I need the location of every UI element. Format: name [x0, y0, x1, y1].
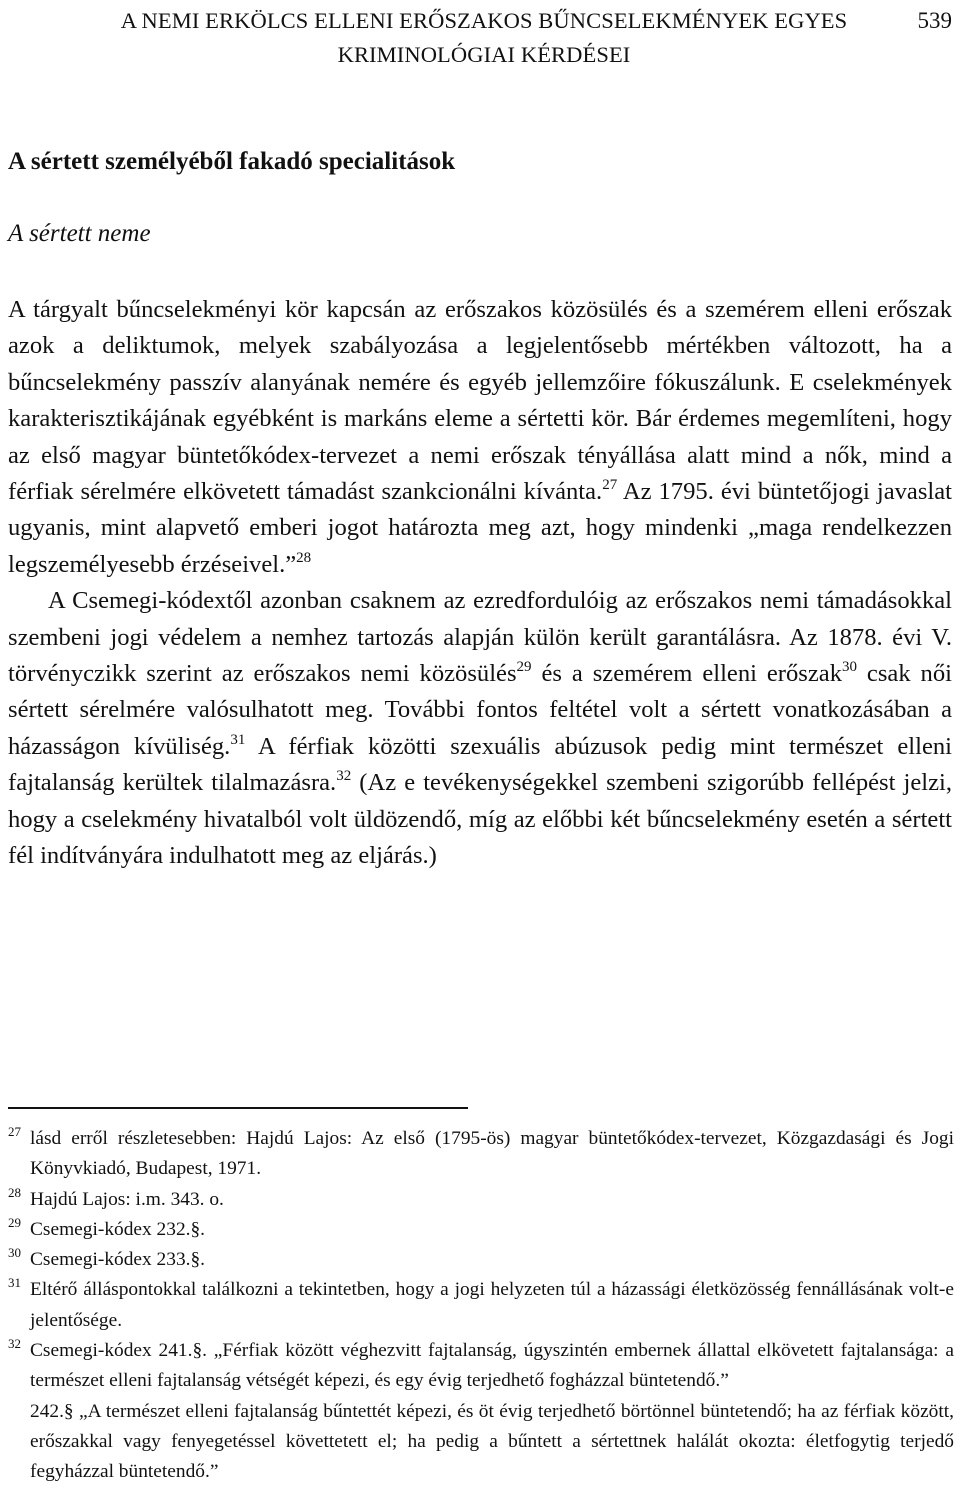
footnotes-list	[8, 1124, 954, 1488]
footnote-ref-28[interactable]: 28	[296, 549, 312, 566]
running-header-title: A NEMI ERKÖLCS ELLENI ERŐSZAKOS BŰNCSELEKMÉNYEK EGYES KRIMINOLÓGIAI KÉRDÉSEI	[120, 8, 848, 67]
paragraph-1-text-b: Az 1795. évi büntetőjogi javaslat ugyanis, mint alapvető emberi jogot határozta meg azt, hogy mindenki „maga rendelkezzen legszemélyesebb érzéseivel.”	[8, 478, 952, 578]
footnote-32	[8, 1336, 954, 1487]
paragraph-2-text-c: csak női sértett sérelmére valósulhatott meg. További fontos feltétel volt a sértett vonatkozásában a házasságon kívüliség.	[8, 660, 952, 760]
footnote-text: Csemegi-kódex 233.§.	[30, 1249, 206, 1271]
section-title: A sértett személyéből fakadó specialitások	[8, 148, 456, 175]
paragraph-2-text-d: A férfiak közötti szexuális abúzusok pedig mint természet elleni fajtalanság kerültek tilalmazásra.	[8, 732, 952, 797]
footnote-number: 30	[8, 1245, 21, 1261]
footnote-text: Csemegi-kódex 232.§.	[30, 1218, 206, 1240]
body-text	[8, 292, 952, 875]
subsection-title: A sértett neme	[8, 220, 151, 247]
footnote-number: 27	[8, 1124, 21, 1139]
paragraph-2	[8, 583, 952, 874]
footnote-text: Eltérő álláspontokkal találkozni a tekintetben, hogy a jogi helyzeten túl a házassági életközösség fennállásának volt-e jelentősége.	[30, 1279, 954, 1331]
footnote-number: 28	[8, 1184, 21, 1200]
paragraph-2-text-a: A Csemegi-kódextől azonban csaknem az ezredfordulóig az erőszakos nemi támadásokkal szembeni jogi védelem a nemhez tartozás alapján külön került garantálásra. Az 1878. évi V. törvényczikk szerint az erőszakos nemi közösülés	[8, 587, 952, 688]
footnote-text: lásd erről részletesebben: Hajdú Lajos: Az első (1795-ös) magyar büntetőkódex-tervezet, Közgazdasági és Jogi Könyvkiadó, Budapest, 1971.	[30, 1128, 954, 1180]
footnote-31	[8, 1275, 954, 1336]
footnote-text: Hajdú Lajos: i.m. 343. o.	[30, 1188, 224, 1210]
footnote-29	[8, 1215, 954, 1245]
footnote-text-continuation: 242.§ „A természet elleni fajtalanság bűntettét képezi, és öt évig terjedhető börtönnel büntetendő; ha az férfiak között, erőszakkal vagy fenyegetéssel követtetett el; ha pedig a bűntett a sértettnek halálát okozta: életfogytig terjedő fegyházzal büntetendő.”	[30, 1400, 954, 1483]
footnote-ref-32[interactable]: 32	[336, 768, 352, 785]
footnote-27	[8, 1124, 954, 1185]
paragraph-2-text-e: (Az e tevékenységekkel szembeni szigorúbb fellépést jelzi, hogy a cselekmény hivatalból volt üldözendő, míg az előbbi két bűncselekmény esetén a sértett fél indítványára indulhatott meg az eljárás.)	[8, 769, 952, 870]
footnote-30	[8, 1245, 954, 1275]
paragraph-2-text-b: és a szemérem elleni erőszak	[531, 660, 842, 688]
paragraph-1-text-a: A tárgyalt bűncselekményi kör kapcsán az erőszakos közösülés és a szemérem elleni erőszak azok a deliktumok, melyek szabályozása a legjelentősebb mértékben változott, ha a bűncselekmény passzív alanyának nemére és egyéb jellemzőire fókuszálunk. E cselekmények karakterisztikájának egyébként is markáns eleme a sértetti kör. Bár érdemes megemlíteni, hogy az első magyar büntetőkódex-tervezet a nemi erőszak tényállása alatt mind a nők, mind a férfiak sérelmére elkövetett támadást szankcionálni kívánta.	[8, 296, 952, 506]
paragraph-1	[8, 292, 952, 583]
footnote-number: 29	[8, 1214, 21, 1230]
footnote-number: 32	[8, 1336, 21, 1352]
footnote-number: 31	[8, 1275, 21, 1291]
footnote-ref-30[interactable]: 30	[842, 659, 857, 676]
footnote-ref-29[interactable]: 29	[516, 659, 532, 676]
footnote-28	[8, 1185, 954, 1215]
footnote-text: Csemegi-kódex 241.§. „Férfiak között véghezvitt fajtalanság, úgyszintén embernek állattal elkövetett fajtalansága: a természet elleni fajtalanság vétségét képezi, és egy évig terjedhető fogházzal büntetendő.”	[30, 1340, 954, 1392]
footnote-ref-31[interactable]: 31	[230, 731, 246, 748]
footnote-separator	[8, 1107, 468, 1109]
footnote-ref-27[interactable]: 27	[602, 477, 618, 494]
page-number: 539	[917, 8, 952, 33]
